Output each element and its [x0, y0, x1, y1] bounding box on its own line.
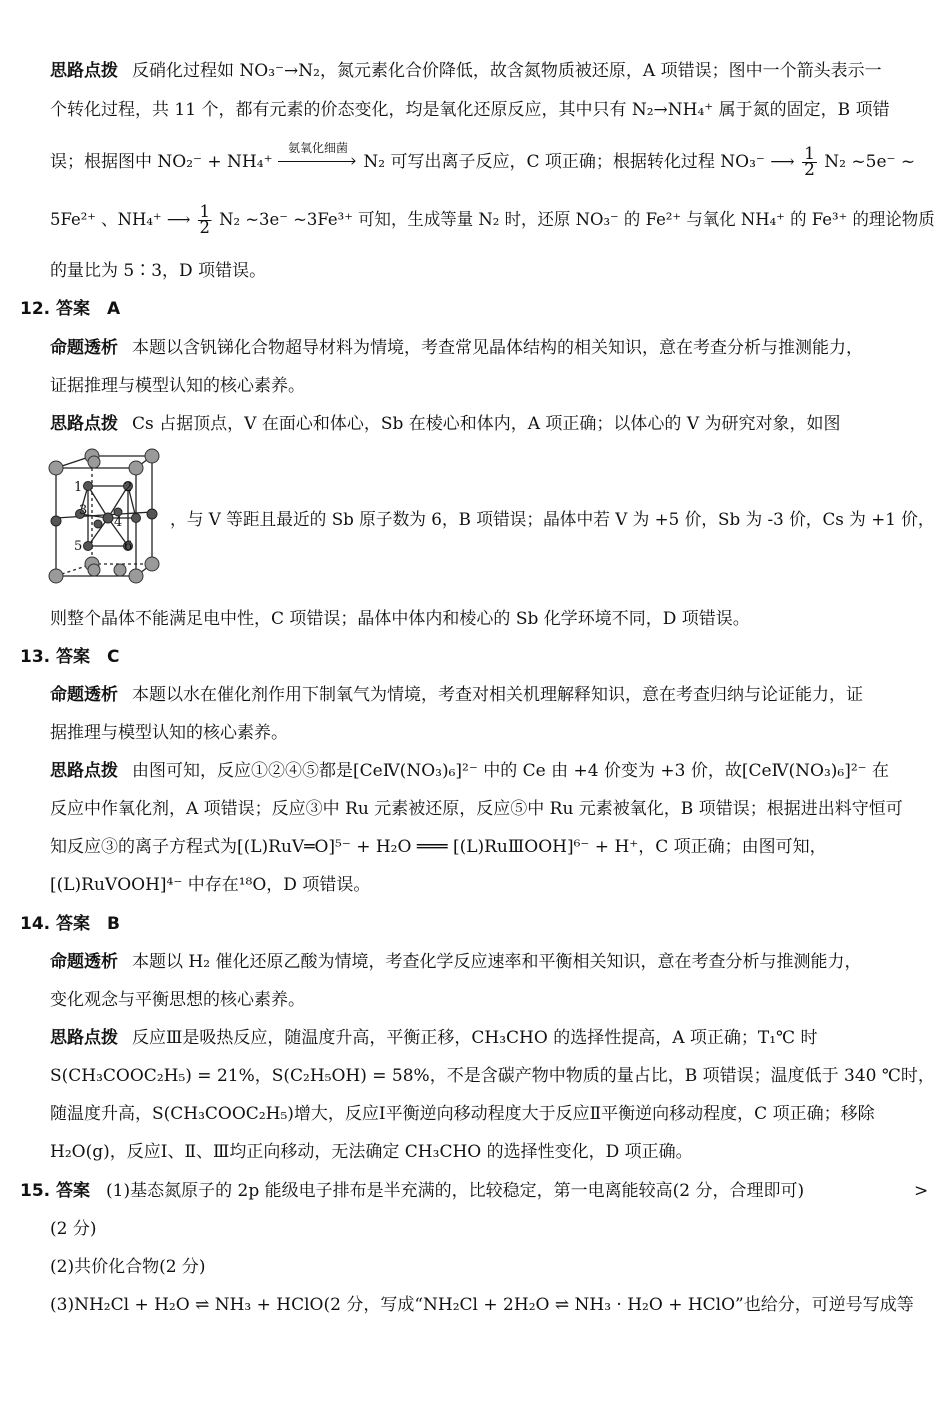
q14-answer-heading: 14. 答案 B — [20, 914, 120, 934]
reasoning-heading: 思路点拨 — [50, 61, 118, 81]
q13-intent-line-1: 命题透析 本题以水在催化剂作用下制氧气为情境，考查对相关机理解释知识，意在考查归纳与论证能力，证 — [50, 685, 863, 705]
q12-reasoning-line-1: 思路点拨 Cs 占据顶点，V 在面心和体心，Sb 在棱心和体内，A 项正确；以体心的 V 为研究对象，如图 — [50, 414, 841, 434]
q13-reasoning-line-4: [(L)RuⅤOOH]⁴⁻ 中存在¹⁸O，D 项错误。 — [50, 875, 371, 895]
q13-reasoning-line-2: 反应中作氧化剂，A 项错误；反应③中 Ru 元素被还原，反应⑤中 Ru 元素被氧化，B 项错误；根据进出料守恒可 — [50, 799, 903, 819]
intent-heading: 命题透析 — [50, 338, 118, 358]
q12-intent-line-1: 命题透析 本题以含钒锑化合物超导材料为情境，考查常见晶体结构的相关知识，意在考查分析与推测能力， — [50, 338, 863, 358]
q12-answer-heading: 12. 答案 A — [20, 299, 121, 319]
reasoning-heading: 思路点拨 — [50, 414, 118, 434]
q11-reasoning-line-5: 的量比为 5∶3，D 项错误。 — [50, 261, 267, 281]
svg-text:2: 2 — [124, 480, 133, 495]
q15-answer-line-1: 15. 答案 (1)基态氮原子的 2p 能级电子排布是半充满的，比较稳定，第一电离能较高(2 分，合理即可) — [20, 1181, 805, 1201]
q14-reasoning-line-2: S(CH₃COOC₂H₅) = 21%，S(C₂H₅OH) = 58%，不是含碳产物中物质的量占比，B 项错误；温度低于 340 ℃时， — [50, 1066, 935, 1086]
q14-intent-line-2: 变化观念与平衡思想的核心素养。 — [50, 990, 305, 1010]
q13-intent-line-2: 据推理与模型认知的核心素养。 — [50, 723, 288, 743]
q11-reasoning-line-1: 思路点拨 反硝化过程如 NO₃⁻→N₂，氮元素化合价降低，故含氮物质被还原，A 项错误；图中一个箭头表示一 — [50, 61, 882, 81]
reasoning-heading: 思路点拨 — [50, 761, 118, 781]
svg-text:1: 1 — [74, 480, 83, 495]
svg-text:3: 3 — [79, 503, 88, 518]
reasoning-heading: 思路点拨 — [50, 1028, 118, 1048]
q13-reasoning-line-1: 思路点拨 由图可知，反应①②④⑤都是[CeⅣ(NO₃)₆]²⁻ 中的 Ce 由 +4 价变为 +3 价，故[CeⅣ(NO₃)₆]²⁻ 在 — [50, 761, 890, 781]
q13-reasoning-line-3: 知反应③的离子方程式为[(L)RuⅤ═O]⁵⁻ + H₂O ═══ [(L)RuⅢOOH]⁶⁻ + H⁺，C 项正确；由图可知， — [50, 837, 827, 857]
svg-text:6: 6 — [124, 539, 133, 554]
q11-reasoning-line-2: 个转化过程，共 11 个，都有元素的价态变化，均是氧化还原反应，其中只有 N₂→NH₄⁺ 属于氮的固定，B 项错 — [50, 100, 890, 120]
crystal-structure-figure — [44, 446, 164, 586]
fraction-one-half: $\frac{1}{2}$ — [804, 144, 815, 180]
q11-reasoning-line-3: 误；根据图中 NO₂⁻ + NH₄⁺ 氨氧化细菌 › N₂ 可写出离子反应，C 项正确；根据转化过程 NO₃⁻ ⟶ $\frac{1}{2}$ N₂ ~5e⁻ ~ — [50, 141, 916, 180]
q14-reasoning-line-4: H₂O(g)，反应Ⅰ、Ⅱ、Ⅲ均正向移动，无法确定 CH₃CHO 的选择性变化，D 项正确。 — [50, 1142, 693, 1162]
q14-reasoning-line-3: 随温度升高，S(CH₃COOC₂H₅)增大，反应Ⅰ平衡逆向移动程度大于反应Ⅱ平衡逆向移动程度，C 项正确；移除 — [50, 1104, 875, 1124]
reaction-arrow: 氨氧化细菌 › — [278, 151, 358, 173]
q12-intent-line-2: 证据推理与模型认知的核心素养。 — [50, 376, 305, 396]
q15-comparison-sign: > — [914, 1181, 929, 1201]
q15-answer-line-3: (2)共价化合物(2 分) — [50, 1257, 206, 1277]
q14-intent-line-1: 命题透析 本题以 H₂ 催化还原乙酸为情境，考查化学反应速率和平衡相关知识，意在考查分析与推测能力， — [50, 952, 862, 972]
q14-reasoning-line-1: 思路点拨 反应Ⅲ是吸热反应，随温度升高，平衡正移，CH₃CHO 的选择性提高，A 项正确；T₁℃ 时 — [50, 1028, 818, 1048]
q13-answer-heading: 13. 答案 C — [20, 647, 120, 667]
fraction-one-half: $\frac{1}{2}$ — [199, 202, 210, 238]
answer-heading: 15. 答案 — [20, 1181, 91, 1201]
q11-reasoning-line-4: 5Fe²⁺ 、NH₄⁺ ⟶ $\frac{1}{2}$ N₂ ~3e⁻ ~3Fe³⁺ 可知，生成等量 N₂ 时，还原 NO₃⁻ 的 Fe²⁺ 与氧化 NH₄⁺ 的 Fe³⁺ 的理论物质 — [50, 202, 935, 238]
svg-text:4: 4 — [114, 515, 123, 530]
intent-heading: 命题透析 — [50, 952, 118, 972]
q15-answer-line-4: (3)NH₂Cl + H₂O ⇌ NH₃ + HClO(2 分，写成“NH₂Cl + 2H₂O ⇌ NH₃ · H₂O + HClO”也给分，可逆号写成等 — [50, 1295, 914, 1315]
q15-answer-line-2: (2 分) — [50, 1219, 97, 1239]
q12-reasoning-line-3: 则整个晶体不能满足电中性，C 项错误；晶体中体内和棱心的 Sb 化学环境不同，D 项错误。 — [50, 609, 750, 629]
q12-reasoning-line-2: ，与 V 等距且最近的 Sb 原子数为 6，B 项错误；晶体中若 V 为 +5 价，Sb 为 -3 价，Cs 为 +1 价， — [170, 510, 935, 530]
intent-heading: 命题透析 — [50, 685, 118, 705]
svg-text:5: 5 — [74, 539, 83, 554]
